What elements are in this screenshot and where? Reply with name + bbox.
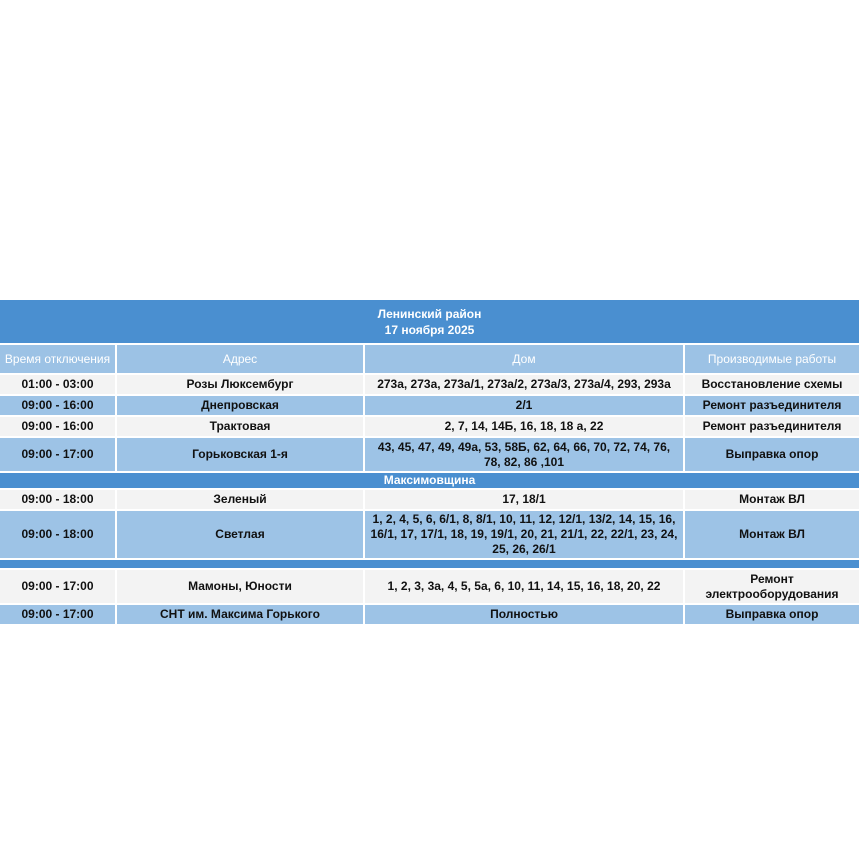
time-cell: 09:00 - 16:00 <box>0 395 116 416</box>
table-row <box>0 395 859 416</box>
street-cell: Светлая <box>116 510 364 559</box>
street-cell: Мамоны, Юности <box>116 569 364 604</box>
work-cell: Ремонт разъединителя <box>684 395 859 416</box>
time-cell: 09:00 - 16:00 <box>0 416 116 437</box>
work-cell: Монтаж ВЛ <box>684 489 859 510</box>
header-work: Производимые работы <box>684 344 859 374</box>
time-cell: 09:00 - 18:00 <box>0 489 116 510</box>
street-cell: СНТ им. Максима Горького <box>116 604 364 625</box>
house-cell: 2, 7, 14, 14Б, 16, 18, 18 а, 22 <box>364 416 684 437</box>
header-house: Дом <box>364 344 684 374</box>
street-cell: Днепровская <box>116 395 364 416</box>
work-cell: Выправка опор <box>684 437 859 472</box>
time-cell: 01:00 - 03:00 <box>0 374 116 395</box>
district-title: Ленинский район <box>377 306 482 321</box>
house-cell: 17, 18/1 <box>364 489 684 510</box>
schedule-date: 17 ноября 2025 <box>384 322 475 337</box>
table-row <box>0 437 859 472</box>
street-cell: Розы Люксембург <box>116 374 364 395</box>
house-cell: 43, 45, 47, 49, 49а, 53, 58Б, 62, 64, 66, 70, 72, 74, 76, 78, 82, 86 ,101 <box>364 437 684 472</box>
table-row <box>0 416 859 437</box>
table-title-cell <box>0 300 859 344</box>
work-cell: Выправка опор <box>684 604 859 625</box>
street-cell: Трактовая <box>116 416 364 437</box>
table-row <box>0 569 859 604</box>
time-cell: 09:00 - 18:00 <box>0 510 116 559</box>
work-cell: Ремонт разъединителя <box>684 416 859 437</box>
house-cell: Полностью <box>364 604 684 625</box>
house-cell: 2/1 <box>364 395 684 416</box>
street-cell: Зеленый <box>116 489 364 510</box>
time-cell: 09:00 - 17:00 <box>0 569 116 604</box>
time-cell: 09:00 - 17:00 <box>0 604 116 625</box>
table-row <box>0 604 859 625</box>
section-divider <box>0 559 859 569</box>
street-cell: Горьковская 1-я <box>116 437 364 472</box>
section-divider-row <box>0 559 859 569</box>
table-row <box>0 374 859 395</box>
header-time: Время отключения <box>0 344 116 374</box>
house-cell: 1, 2, 4, 5, 6, 6/1, 8, 8/1, 10, 11, 12, 12/1, 13/2, 14, 15, 16, 16/1, 17, 17/1, 18, 19, 19/1, 20, 21, 21/1, 22, 22/1, 23, 24, 25, 26, 26/1 <box>364 510 684 559</box>
section-header-row <box>0 472 859 489</box>
table-title-row <box>0 300 859 344</box>
house-cell: 273а, 273а, 273а/1, 273а/2, 273а/3, 273а/4, 293, 293а <box>364 374 684 395</box>
outage-schedule-table <box>0 300 859 626</box>
table-row <box>0 489 859 510</box>
time-cell: 09:00 - 17:00 <box>0 437 116 472</box>
header-address: Адрес <box>116 344 364 374</box>
work-cell: Монтаж ВЛ <box>684 510 859 559</box>
house-cell: 1, 2, 3, 3а, 4, 5, 5а, 6, 10, 11, 14, 15, 16, 18, 20, 22 <box>364 569 684 604</box>
table-row <box>0 510 859 559</box>
column-header-row <box>0 344 859 374</box>
section-title: Максимовщина <box>0 472 859 489</box>
work-cell: Ремонт электрооборудования <box>684 569 859 604</box>
work-cell: Восстановление схемы <box>684 374 859 395</box>
